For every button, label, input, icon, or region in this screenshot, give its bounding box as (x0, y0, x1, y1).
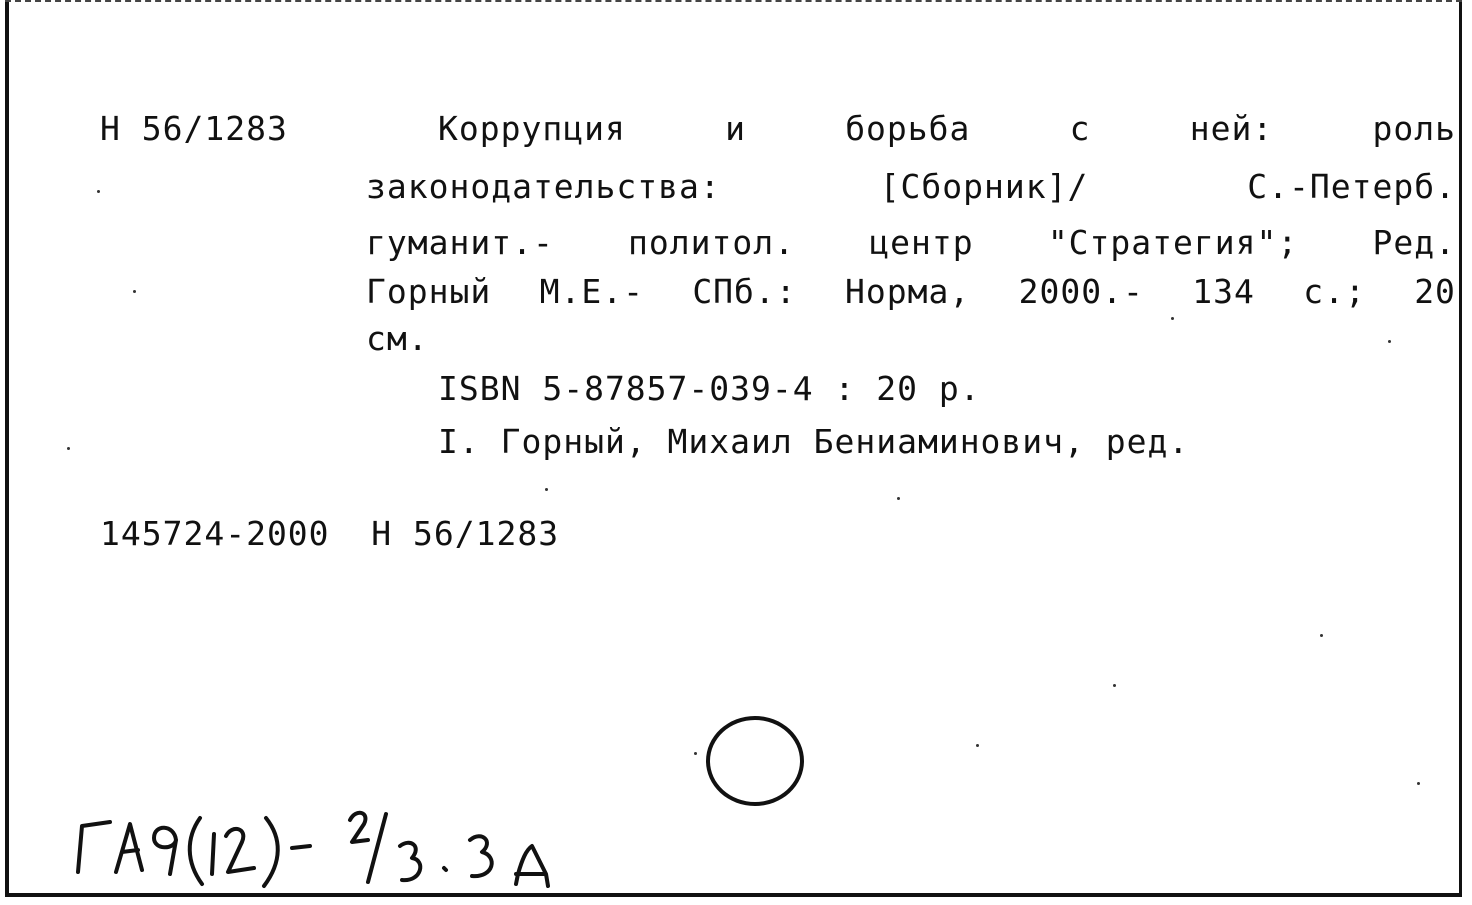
scan-speck (1320, 634, 1323, 637)
scan-speck (1171, 317, 1174, 320)
scan-speck (97, 190, 100, 193)
title-word: Норма, (845, 272, 971, 311)
title-word: ней: (1189, 109, 1274, 148)
title-word: Коррупция (438, 109, 626, 148)
handwritten-classification-drawing (70, 800, 590, 900)
title-word: С.-Петерб. (1247, 167, 1456, 206)
title-word: Ред. (1372, 223, 1456, 262)
title-word: 20 (1414, 272, 1456, 311)
title-word: [Сборник]/ (879, 167, 1089, 206)
title-line-4 (366, 272, 1456, 311)
inventory-number-line: 145724-2000 Н 56/1283 (100, 514, 560, 553)
title-word: Горный (366, 272, 492, 311)
title-word: М.Е.- (539, 272, 644, 311)
title-word: политол. (628, 223, 795, 262)
scan-speck (545, 488, 548, 491)
title-word: с (1069, 109, 1091, 148)
title-word: и (725, 109, 746, 148)
title-word: 134 (1192, 272, 1255, 311)
scan-speck (67, 447, 70, 450)
scan-speck (1113, 684, 1116, 687)
title-word: роль (1372, 109, 1456, 148)
scan-speck (694, 752, 697, 755)
title-word: с.; (1303, 272, 1366, 311)
shelfmark: Н 56/1283 (100, 109, 288, 148)
title-line-3 (366, 223, 1456, 262)
handwritten-classification (70, 800, 590, 900)
scan-speck (976, 744, 979, 747)
title-word: СПб.: (692, 272, 797, 311)
scan-speck (1388, 340, 1391, 343)
card-top-edge (5, 0, 1462, 4)
title-line-5: см. (366, 319, 429, 358)
title-word: законодательства: (366, 167, 721, 206)
title-word: гуманит.- (366, 223, 554, 262)
scan-speck (1417, 782, 1420, 785)
punch-hole (706, 716, 804, 806)
title-line-2 (366, 167, 1456, 206)
isbn-line: ISBN 5-87857-039-4 : 20 р. (438, 369, 981, 408)
title-word: борьба (845, 109, 971, 148)
scan-speck (133, 290, 136, 293)
title-word: "Стратегия"; (1047, 223, 1299, 262)
handwritten-classification-text (70, 800, 79, 801)
scan-speck (897, 497, 900, 500)
title-word: 2000.- (1018, 272, 1144, 311)
title-word: центр (869, 223, 974, 262)
added-entry-line: I. Горный, Михаил Бениаминович, ред. (438, 422, 1190, 461)
title-line-1 (366, 109, 1456, 148)
